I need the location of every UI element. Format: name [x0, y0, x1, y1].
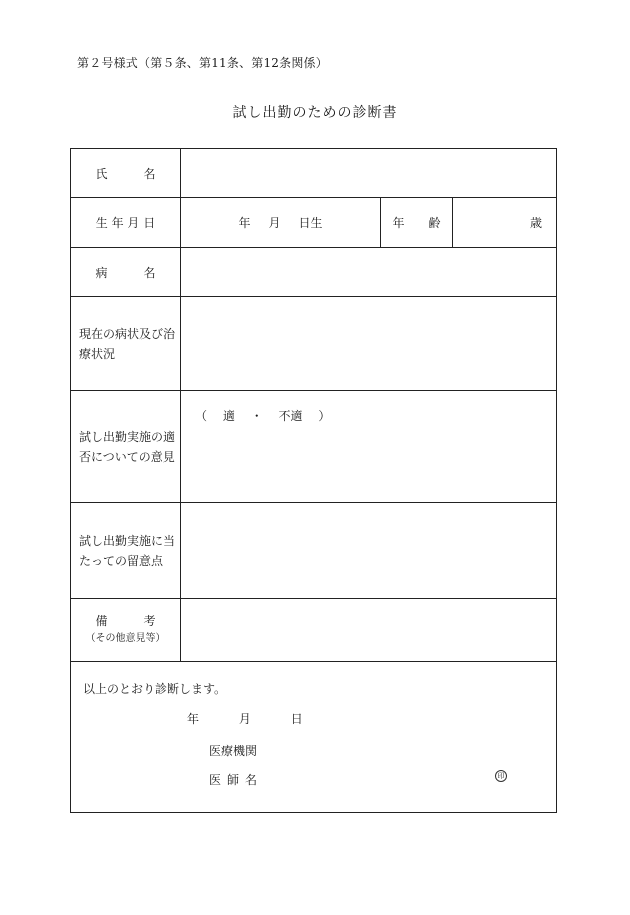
row-suitability — [71, 391, 557, 503]
remarks-sublabel: （その他意見等） — [85, 633, 166, 644]
row-notes — [71, 503, 557, 599]
dob-day-label: 日生 — [298, 216, 323, 230]
current-condition-label: 現在の病状及び治療状況 — [71, 297, 181, 391]
age-label: 年 齢 — [381, 198, 453, 247]
notes-field[interactable] — [181, 503, 557, 599]
dob-year-label: 年 — [238, 216, 251, 230]
row-name — [71, 149, 557, 198]
option-unsuitable[interactable]: 不適 — [278, 409, 303, 423]
signature-date[interactable] — [187, 710, 339, 727]
option-suitable[interactable]: 適 — [222, 409, 235, 423]
sign-day-label: 日 — [290, 712, 303, 726]
paren-open: （ — [195, 409, 208, 423]
suitability-label: 試し出勤実施の適否についての意見 — [71, 391, 181, 503]
institution-label: 医療機関 — [209, 744, 258, 758]
row-current-condition — [71, 297, 557, 391]
sign-year-label: 年 — [187, 712, 200, 726]
remarks-field[interactable] — [181, 599, 557, 662]
paren-close: ） — [318, 409, 331, 423]
row-disease — [71, 248, 557, 297]
suitability-choice — [195, 407, 556, 424]
signature-section — [71, 662, 557, 813]
current-condition-field[interactable] — [181, 297, 557, 391]
dob-field[interactable] — [181, 198, 381, 247]
remarks-label: 備 考 — [95, 614, 156, 628]
notes-label: 試し出勤実施に当たっての留意点 — [71, 503, 181, 599]
option-separator: ・ — [250, 409, 263, 423]
age-unit: 歳 — [529, 216, 542, 230]
remarks-label-cell — [71, 599, 181, 662]
sign-month-label: 月 — [238, 712, 251, 726]
doctor-name-label: 医師名 — [209, 773, 264, 787]
age-field[interactable] — [453, 198, 556, 247]
row-remarks — [71, 599, 557, 662]
row-dob — [71, 198, 557, 248]
form-number: 第２号様式（第５条、第11条、第12条関係） — [77, 56, 328, 70]
seal-icon: 印 — [495, 770, 507, 782]
row-footer — [71, 662, 557, 813]
dob-label: 生 年 月 日 — [71, 198, 181, 248]
name-label: 氏 名 — [71, 149, 181, 198]
diagnosis-statement: 以上のとおり診断します。 — [83, 682, 227, 696]
certificate-table — [70, 148, 557, 813]
dob-age-cell — [181, 198, 557, 248]
disease-label: 病 名 — [71, 248, 181, 297]
disease-field[interactable] — [181, 248, 557, 297]
dob-month-label: 月 — [268, 216, 281, 230]
document-title: 試し出勤のための診断書 — [232, 105, 398, 121]
name-field[interactable] — [181, 149, 557, 198]
suitability-field[interactable] — [181, 391, 557, 503]
